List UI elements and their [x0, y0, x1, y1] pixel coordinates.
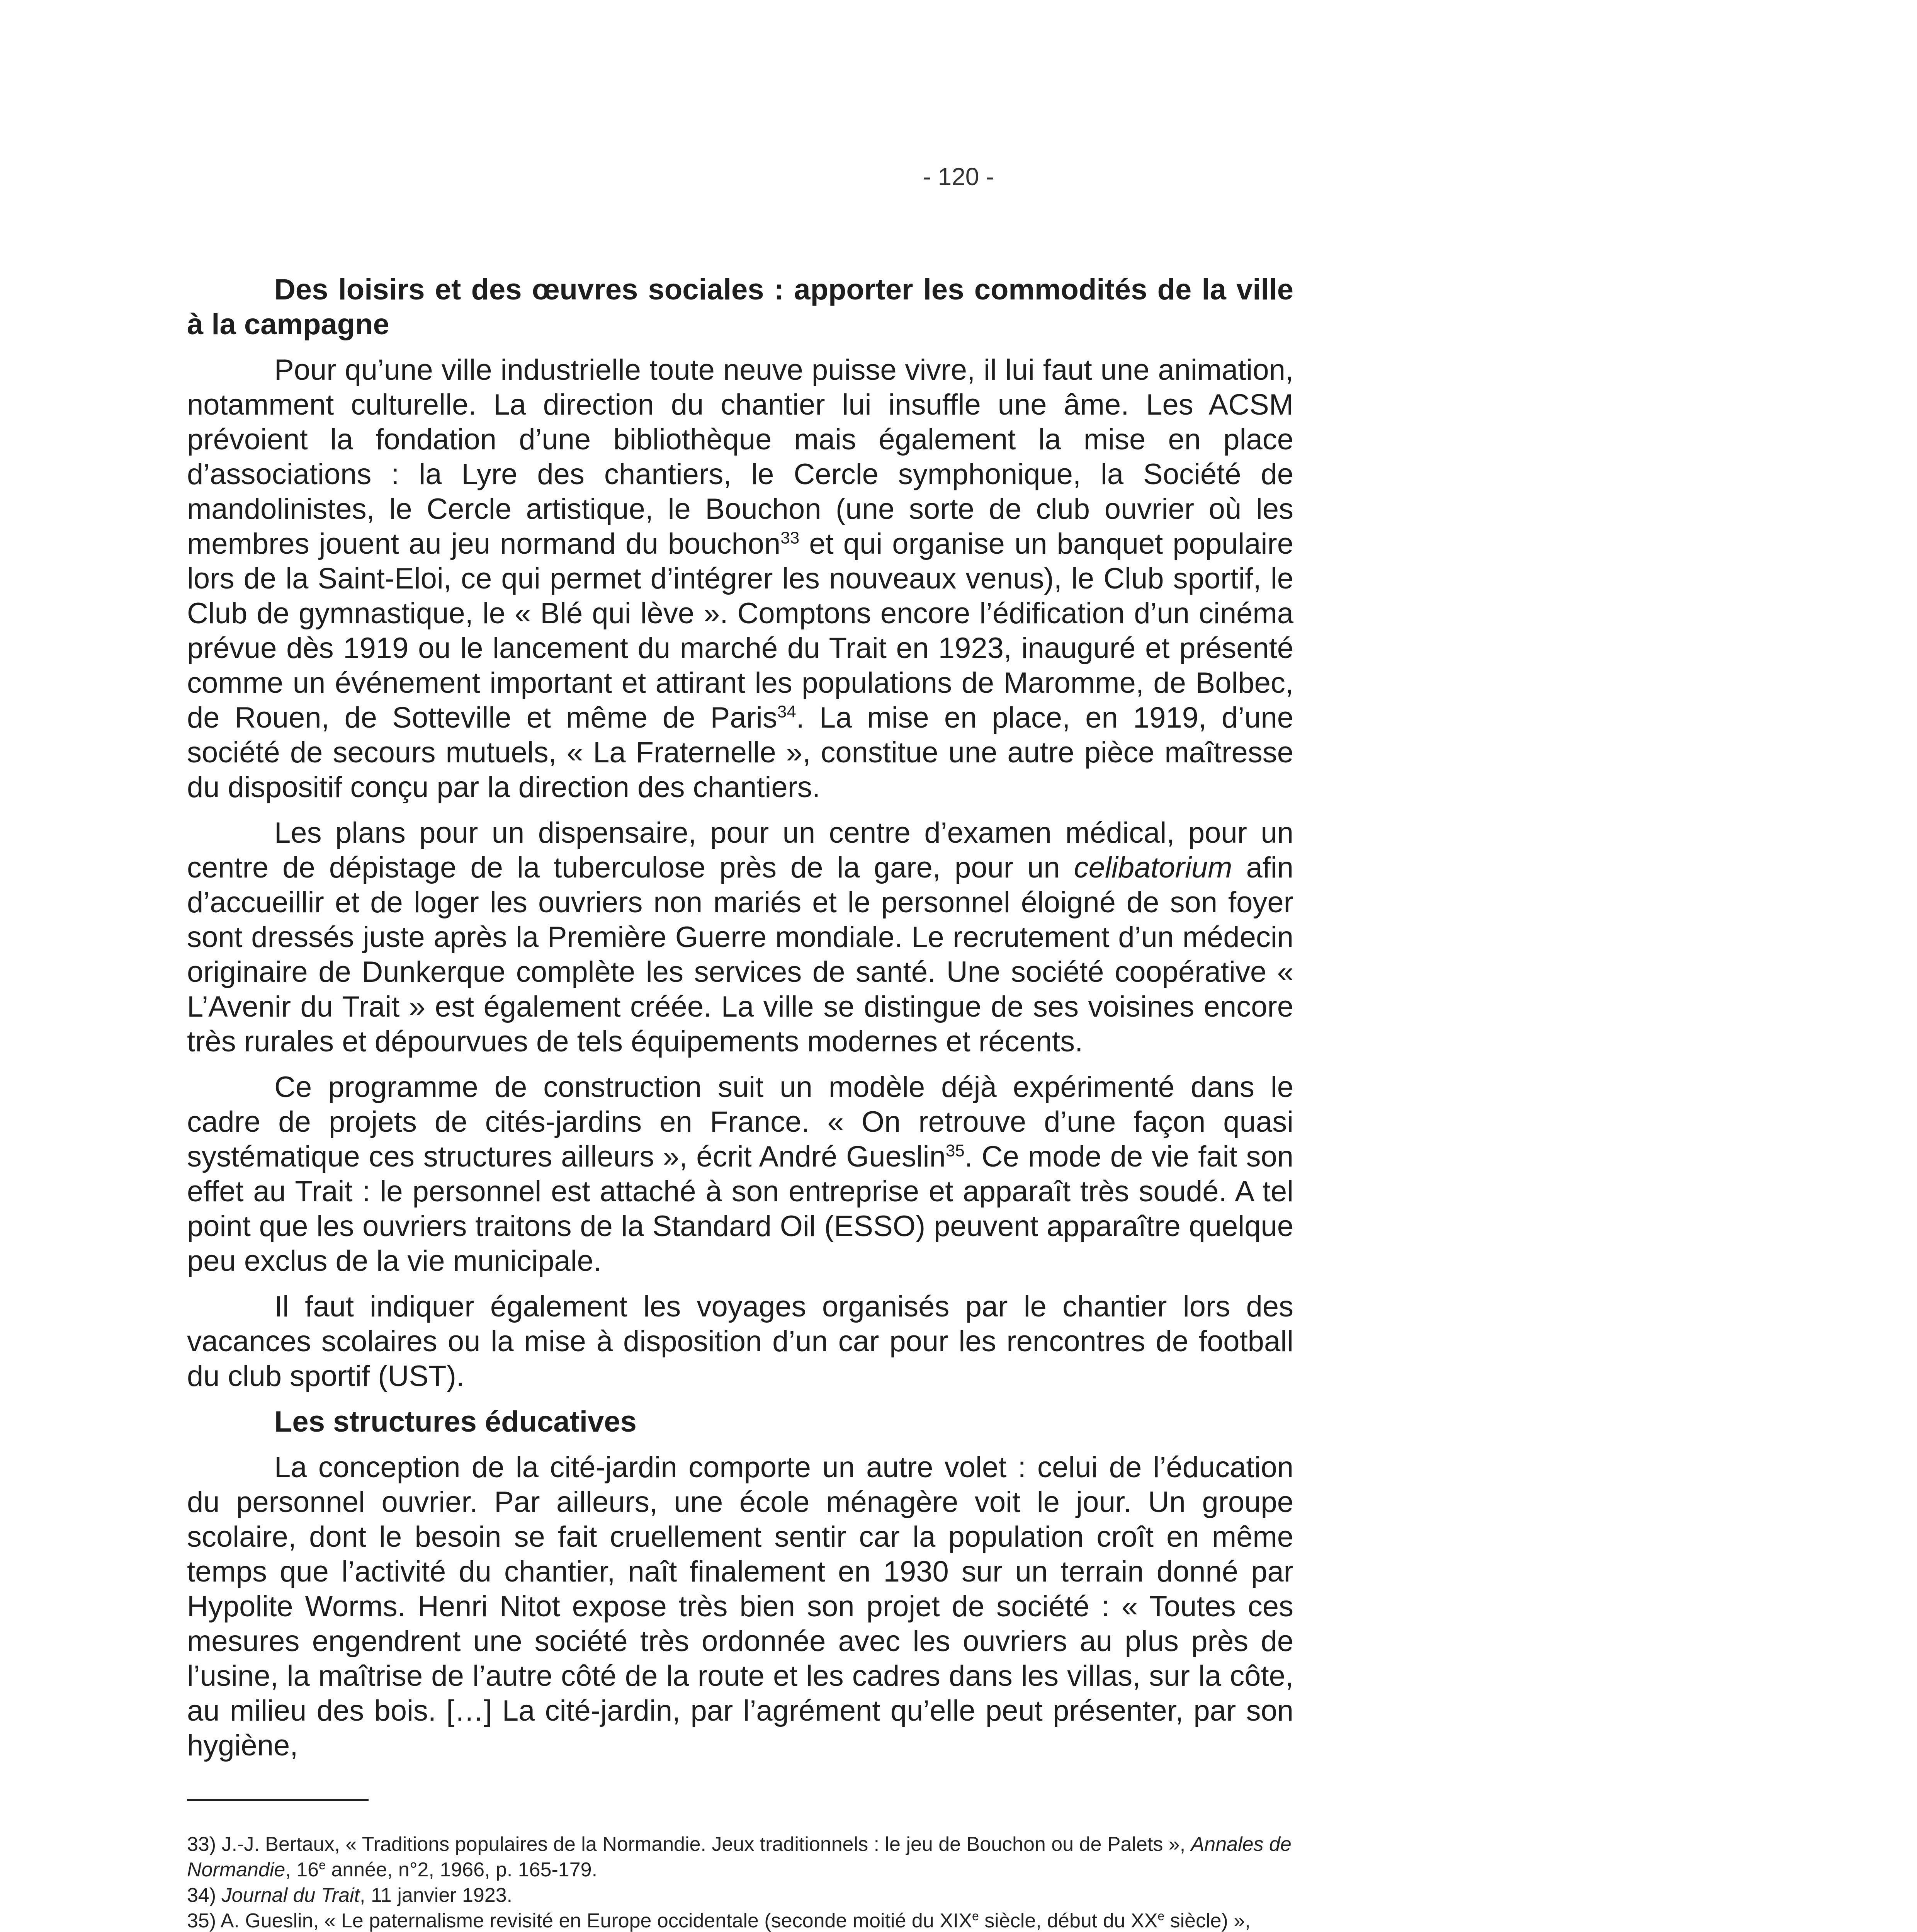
superscript: e — [972, 1909, 979, 1923]
text-run: siècle, début du XX — [979, 1910, 1158, 1932]
text-run: . La mise en place, en 1919, d’une société de secours mutuels, « La Fraternelle », constitue une autre pièce maîtresse du dispositif conçu par la direction des chantiers. — [187, 701, 1293, 804]
footnote-ref: 33 — [780, 528, 800, 548]
footnote-ref: 34 — [777, 702, 796, 721]
text-run: Pour qu’une ville industrielle toute neuve puisse vivre, il lui faut une animation, notamment culturelle. La direction du chantier lui insuffle une âme. Les ACSM prévoient la fondation d’une bibliothèque mais également la mise en place d’associations : la Lyre des chantiers, le Cercle symphonique, la Société de mandolinistes, le Cercle artistique, le Bouchon (une sorte de club ouvrier où les membres jouent au jeu normand du bouchon — [187, 354, 1293, 560]
page-number: - 120 - — [923, 163, 994, 190]
text-run: afin d’accueillir et de loger les ouvriers non mariés et le personnel éloigné de son foyer sont dressés juste après la Première Guerre mondiale. Le recrutement d’un médecin originaire de Dunkerque complète les services de santé. Une société coopérative « L’Avenir du Trait » est également créée. La ville se distingue de ses voisines encore très rurales et dépourvues de tels équipements modernes et récents. — [187, 851, 1293, 1058]
italic-title: Journal du Trait — [221, 1884, 360, 1906]
paragraph: La conception de la cité-jardin comporte un autre volet : celui de l’éducation du personnel ouvrier. Par ailleurs, une école ménagère voit le jour. Un groupe scolaire, dont le besoin se fait cruellement sentir car la population croît en même temps que l’activité du chantier, naît finalement en 1930 sur un terrain donné par Hypolite Worms. Henri Nitot expose très bien son projet de société : « Toutes ces mesures engendrent une société très ordonnée avec les ouvriers au plus près de l’usine, la maîtrise de l’autre côté de la route et les cadres dans les villas, sur la côte, au milieu des bois. […] La cité-jardin, par l’agrément qu’elle peut présenter, par son hygiène, — [187, 1451, 1293, 1762]
text-run: , 11 janvier 1923. — [360, 1884, 513, 1906]
footnotes — [187, 1832, 1293, 1932]
italic-title: Annales de Normandie — [187, 1833, 1292, 1881]
text-run: . Ce mode de vie fait son effet au Trait : le personnel est attaché à son entreprise et apparaît très soudé. A tel point que les ouvriers traitons de la Standard Oil (ESSO) peuvent apparaître quelque peu exclus de la vie municipale. — [187, 1140, 1293, 1277]
footnote-separator — [187, 1799, 369, 1801]
superscript: e — [319, 1858, 326, 1872]
text-run: Ce programme de construction suit un modèle déjà expérimenté dans le cadre de projets de cités-jardins en France. « On retrouve d’une façon quasi systématique ces structures ailleurs », écrit André Gueslin — [187, 1071, 1293, 1173]
text-run: et qui organise un banquet populaire lors de la Saint-Eloi, ce qui permet d’intégrer les nouveaux venus), le Club sportif, le Club de gymnastique, le « Blé qui lève ». Comptons encore l’édification d’un cinéma prévue dès 1919 ou le lancement du marché du Trait en 1923, inauguré et présenté comme un événement important et attirant les populations de Maromme, de Bolbec, de Rouen, de Sotteville et même de Paris — [187, 527, 1293, 734]
footnote-ref: 35 — [945, 1141, 965, 1160]
italic-term: celibatorium — [1074, 851, 1232, 884]
body-text — [187, 272, 1293, 1774]
text-run: siècle) », — [1164, 1910, 1251, 1932]
paragraph — [187, 1070, 1293, 1279]
footnote-35 — [187, 1908, 1293, 1932]
section-heading: Les structures éducatives — [274, 1405, 637, 1438]
text-run: Les plans pour un dispensaire, pour un centre d’examen médical, pour un centre de dépistage de la tuberculose près de la gare, pour un — [187, 816, 1293, 884]
paragraph — [187, 816, 1293, 1059]
text-run: 34) — [187, 1884, 222, 1906]
footnote-33 — [187, 1832, 1293, 1883]
text-run: année, n°2, 1966, p. 165-179. — [325, 1859, 598, 1881]
paragraph — [187, 353, 1293, 805]
paragraph: Il faut indiquer également les voyages organisés par le chantier lors des vacances scolaires ou la mise à disposition d’un car pour les rencontres de football du club sportif (UST). — [187, 1290, 1293, 1393]
superscript: e — [1157, 1909, 1165, 1923]
footnote-34 — [187, 1883, 1293, 1908]
text-run: , 16 — [285, 1859, 319, 1881]
text-run: 35) A. Gueslin, « Le paternalisme revisité en Europe occidentale (seconde moitié du XIX — [187, 1910, 972, 1932]
text-run: 33) J.-J. Bertaux, « Traditions populaires de la Normandie. Jeux traditionnels : le jeu de Bouchon ou de Palets », — [187, 1833, 1191, 1855]
section-heading: Des loisirs et des œuvres sociales : apporter les commodités de la ville à la campagne — [187, 273, 1293, 341]
